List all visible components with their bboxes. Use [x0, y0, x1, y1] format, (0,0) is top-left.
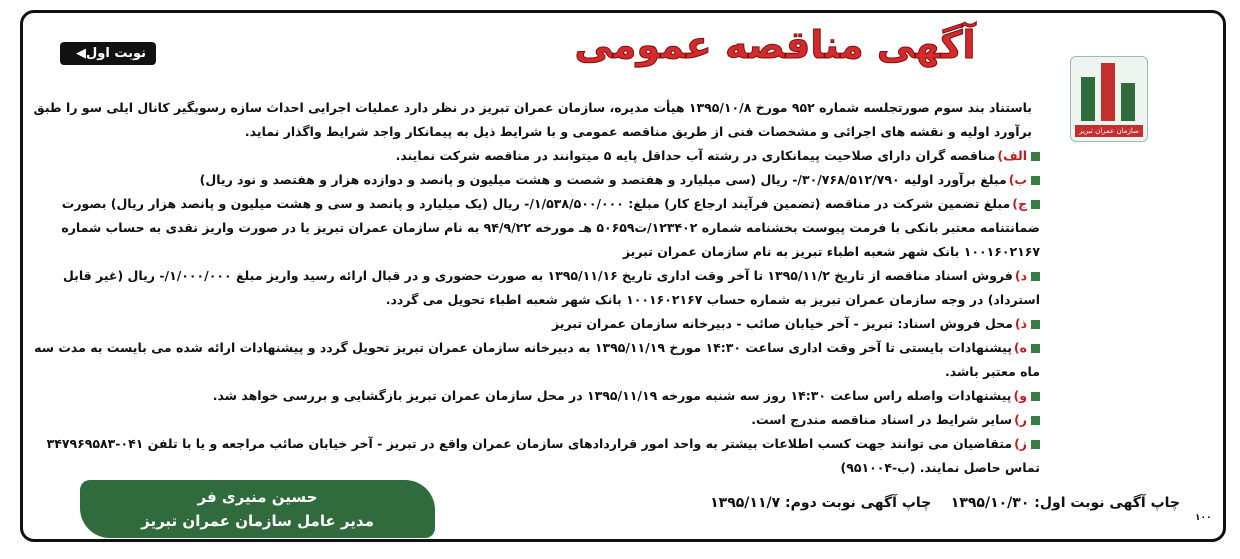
list-item [32, 168, 1042, 192]
item-text: پیشنهادات واصله راس ساعت ۱۴:۳۰ روز سه شنبه مورخه ۱۳۹۵/۱۱/۱۹ در محل سازمان عمران تبریز بازگشایی و بررسی خواهد شد. [212, 388, 1012, 403]
second-print-date: ۱۳۹۵/۱۱/۷ [710, 495, 781, 511]
bullet-square-icon [1031, 392, 1040, 401]
bullet-square-icon [1031, 344, 1040, 353]
item-text: محل فروش اسناد: تبریز - آخر خیابان صائب - دبیرخانه سازمان عمران تبریز [551, 316, 1013, 331]
bullet-square-icon [1031, 272, 1040, 281]
item-text: پیشنهادات بایستی تا آخر وقت اداری ساعت ۱۴:۳۰ مورخ ۱۳۹۵/۱۱/۱۹ به دبیرخانه سازمان عمران تبریز تحویل گردد و پیشنهادات ارائه شده می بایست به مدت سه ماه معتبر باشد. [34, 340, 1040, 379]
logo-building-icon [1081, 77, 1095, 121]
print-dates [560, 495, 1180, 511]
logo-caption: سازمان عمران تبریز [1075, 125, 1143, 137]
signatory-name: حسین منیری فر [197, 488, 318, 506]
logo-building-icon [1101, 63, 1115, 121]
signature-box [80, 480, 435, 538]
bullet-square-icon [1031, 416, 1040, 425]
item-text: سایر شرایط در اسناد مناقصه مندرج است. [751, 412, 1013, 427]
bullet-square-icon [1031, 176, 1040, 185]
turn-label: نوبت اول [86, 46, 147, 61]
item-letter: ه) [1013, 340, 1027, 355]
item-text: فروش اسناد مناقصه از تاریخ ۱۳۹۵/۱۱/۲ تا آخر وقت اداری تاریخ ۱۳۹۵/۱۱/۱۶ به صورت حضوری و در قبال ارائه رسید واریز مبلغ ۱/۰۰۰/۰۰۰/- ریال (غیر قابل استرداد) در وجه سازمان عمران تبریز به شماره حساب ۱۰۰۱۶۰۲۱۶۷ بانک شهر شعبه اطباء تحویل می گردد. [62, 268, 1040, 307]
list-item [32, 384, 1042, 408]
bullet-square-icon [1031, 200, 1040, 209]
item-text: مبلغ تضمین شرکت در مناقصه (تضمین فرآیند ارجاع کار) مبلغ: ۱/۵۳۸/۵۰۰/۰۰۰/- ریال (یک میلیارد و پانصد و سی و هشت میلیون و پانصد هزار ریال) بصورت ضمانتنامه معتبر بانکی با فرمت پیوست بخشنامه شماره ۱۲۳۴۰۲/ت۵۰۶۵۹ هـ مورخه ۹۴/۹/۲۲ به نام سازمان عمران تبریز یا در صورت واریز نقدی به حساب شماره ۱۰۰۱۶۰۲۱۶۷ بانک شهر شعبه اطباء تبریز به نام سازمان عمران تبریز [61, 196, 1040, 259]
first-print-date: ۱۳۹۵/۱۰/۳۰ [950, 495, 1030, 511]
item-text: متقاضیان می توانند جهت کسب اطلاعات بیشتر به واحد امور قراردادهای سازمان عمران واقع در تبریز - آخر خیابان صائب مراجعه و یا با تلفن ۰۴۱-۳۴۷۹۶۹۵۸۳ تماس حاصل نمایند. (ب-۹۵۱۰۰۴) [46, 436, 1040, 475]
item-letter: ب) [1008, 172, 1027, 187]
list-item [32, 336, 1042, 384]
item-letter: ج) [1012, 196, 1027, 211]
item-text: مبلغ برآورد اولیه ۳۰/۷۶۸/۵۱۲/۷۹۰/- ریال (سی میلیارد و هفتصد و شصت و هشت میلیون و پانصد و دوازده هزار و هفتصد و نود ریال) [199, 172, 1007, 187]
list-item [32, 408, 1042, 432]
signatory-role: مدیر عامل سازمان عمران تبریز [141, 512, 374, 530]
list-item [32, 264, 1042, 312]
item-letter: د) [1014, 268, 1027, 283]
intro-paragraph: باستناد بند سوم صورتجلسه شماره ۹۵۲ مورخ ۱۳۹۵/۱۰/۸ هیأت مدیره، سازمان عمران تبریز در نظر دارد عملیات اجرایی احداث سازه رسوبگیر کانال ایلی سو را طبق برآورد اولیه و نقشه های اجرائی و مشخصات فنی از طریق مناقصه عمومی و با شرایط ذیل به پیمانکار واجد شرایط واگذار نماید. [33, 100, 1032, 139]
list-item [32, 432, 1042, 480]
turn-badge [60, 42, 156, 65]
second-print-label: چاپ آگهی نوبت دوم: [785, 495, 932, 511]
bullet-square-icon [1031, 320, 1040, 329]
list-item [32, 192, 1042, 264]
organization-logo [1070, 56, 1148, 142]
ad-body [32, 96, 1042, 480]
item-letter: الف) [997, 148, 1027, 163]
first-print-label: چاپ آگهی نوبت اول: [1034, 495, 1180, 511]
ad-title: آگهی مناقصه عمومی [574, 23, 976, 67]
list-item [32, 144, 1042, 168]
item-letter: ز) [1014, 436, 1027, 451]
item-letter: ر) [1014, 412, 1027, 427]
triangle-left-icon: ◀ [76, 46, 86, 61]
page-number: ۱۰۰ [1195, 513, 1212, 523]
list-item [32, 312, 1042, 336]
bullet-square-icon [1031, 440, 1040, 449]
bullet-square-icon [1031, 152, 1040, 161]
logo-building-icon [1121, 83, 1135, 121]
item-letter: ذ) [1014, 316, 1027, 331]
item-text: مناقصه گران دارای صلاحیت پیمانکاری در رشته آب حداقل پایه ۵ میتوانند در مناقصه شرکت نمایند. [395, 148, 996, 163]
item-letter: و) [1013, 388, 1027, 403]
